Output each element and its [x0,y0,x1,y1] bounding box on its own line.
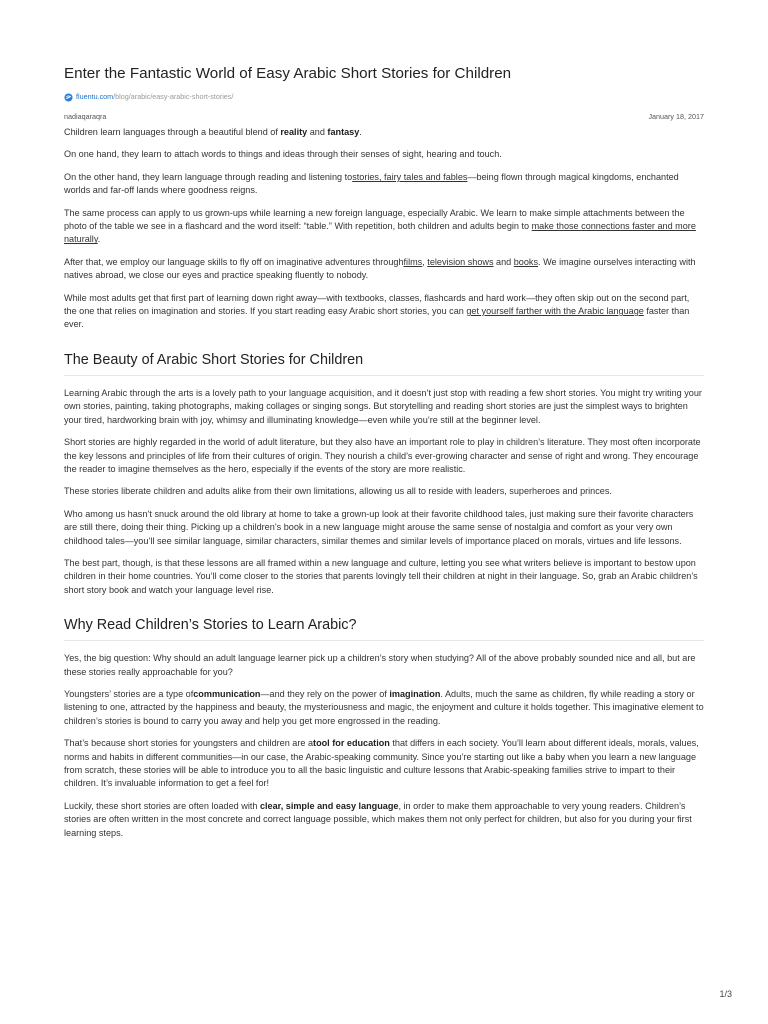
article-body [64,126,704,849]
paragraph: Children learn languages through a beautiful blend of reality and fantasy. [64,127,362,137]
paragraph: The same process can apply to us grown-ups while learning a new foreign language, especially Arabic. We learn to make simple attachments between the photo of the table we see in a flashcard and the word itself: “table.” With repetition, both children and adults begin to make those connections faster and more naturally. [64,207,696,245]
author: nadiaqaraqra [64,112,107,121]
connections-link[interactable]: make those connections faster and more naturally [64,221,696,245]
paragraph: Youngsters’ stories are a type ofcommunication—and they rely on the power of imagination. Adults, much the same as children, fly while reading a story or listening to one, attracted by the happiness and beauty, the mysteriousness and magic, the enjoyment and culture it holds together. This imaginative element to children’s stories is bound to carry you away and help you get more engrossed in the reading. [64,688,704,726]
arabic-language-link[interactable]: get yourself farther with the Arabic language [466,306,644,317]
paragraph: After that, we employ our language skills to fly off on imaginative adventures throughfilms, television shows and books. We imagine ourselves interacting with natives abroad, we close our eyes and practice speaking fluently to nobody. [64,256,696,281]
source-url[interactable] [64,91,233,103]
paragraph: Luckily, these short stories are often loaded with clear, simple and easy language, in order to make them approachable to very young readers. Children’s stories are often written in the most concrete and correct language possible, which makes them not only perfect for children, but also for you during your first learning steps. [64,800,692,838]
article-title: Enter the Fantastic World of Easy Arabic Short Stories for Children [64,65,512,82]
link-icon [64,93,73,102]
paragraph: While most adults get that first part of learning down right away—with textbooks, classes, flashcards and hard work—they often skip out on the second part, the one that relies on imagination and stories. If you start reading easy Arabic short stories, you can get yourself farther with the Arabic language faster than ever. [64,292,690,330]
paragraph: Short stories are highly regarded in the world of adult literature, but they also have an important role to play in children’s literature. They most often incorporate the key lessons and principles of life from their cultures of origin. They nourish a child’s ever-growing character and sense of right and wrong. They encourage the reader to imagine themselves as the hero, especially if the events of the story are more realistic. [64,437,701,474]
page-number: 1/3 [719,989,732,999]
films-link[interactable]: films [403,256,423,267]
section-heading: Why Read Children’s Stories to Learn Arabic? [64,617,704,641]
publish-date: January 18, 2017 [648,112,704,121]
paragraph: These stories liberate children and adults alike from their own limitations, allowing us all to reside with leaders, superheroes and princes. [64,486,612,497]
paragraph: The best part, though, is that these lessons are all framed within a new language and culture, letting you see what writers believe is important to bestow upon children in their home countries. You’ll come closer to the stories that parents lovingly tell their children at night in their language. So, grab an Arabic children’s short story book and watch your language level rise. [64,557,698,595]
paragraph: On the other hand, they learn language through reading and listening tostories, fairy tales and fables—being flown through magical kingdoms, enchanted worlds and far-off lands where goodness reigns. [64,171,679,196]
paragraph: On one hand, they learn to attach words to things and ideas through their senses of sight, hearing and touch. [64,149,502,160]
source-host: fluentu.com [76,92,114,102]
books-link[interactable]: books [513,256,539,267]
paragraph: That’s because short stories for youngsters and children are atool for education that differs in each society. You’ll learn about different ideals, morals, values, norms and habits in different communities—in our case, the Arabic-speaking community. Since you’re starting out like a baby when you learn a new language from scratch, these stories will be able to introduce you to all the basic linguistic and culture lessons that Arabic-speaking families strive to impart to their children. It’s invaluable information to get a feel for! [64,738,699,789]
section-heading: The Beauty of Arabic Short Stories for Children [64,352,704,376]
paragraph: Learning Arabic through the arts is a lovely path to your language acquisition, and it doesn’t just stop with reading a few short stories. You might try writing your own stories, painting, taking photographs, making collages or singing songs. But storytelling and reading short stories are just the simplest ways to brighten your tired, hardworking brain with joy, whimsy and illuminating knowledge—even while you’re still at the beginner level. [64,387,702,425]
paragraph: Who among us hasn’t snuck around the old library at home to take a grown-up look at their favorite childhood tales, just making sure their favorite characters are still there, doing their thing. Picking up a children’s book in a new language might arouse the same sense of nostalgia and comfort as your very own childhood tales—you’ll see similar language, similar characters, similar themes and similar levels of importance placed on morals, virtues and life lessons. [64,508,694,546]
paragraph: Yes, the big question: Why should an adult language learner pick up a children’s story when studying? All of the above probably sounded nice and all, but are these stories really approachable for you? [64,653,696,677]
tv-shows-link[interactable]: television shows [427,256,494,267]
stories-link[interactable]: stories, fairy tales and fables [352,171,468,182]
source-path: /blog/arabic/easy-arabic-short-stories/ [113,92,234,102]
article-meta [64,110,704,123]
